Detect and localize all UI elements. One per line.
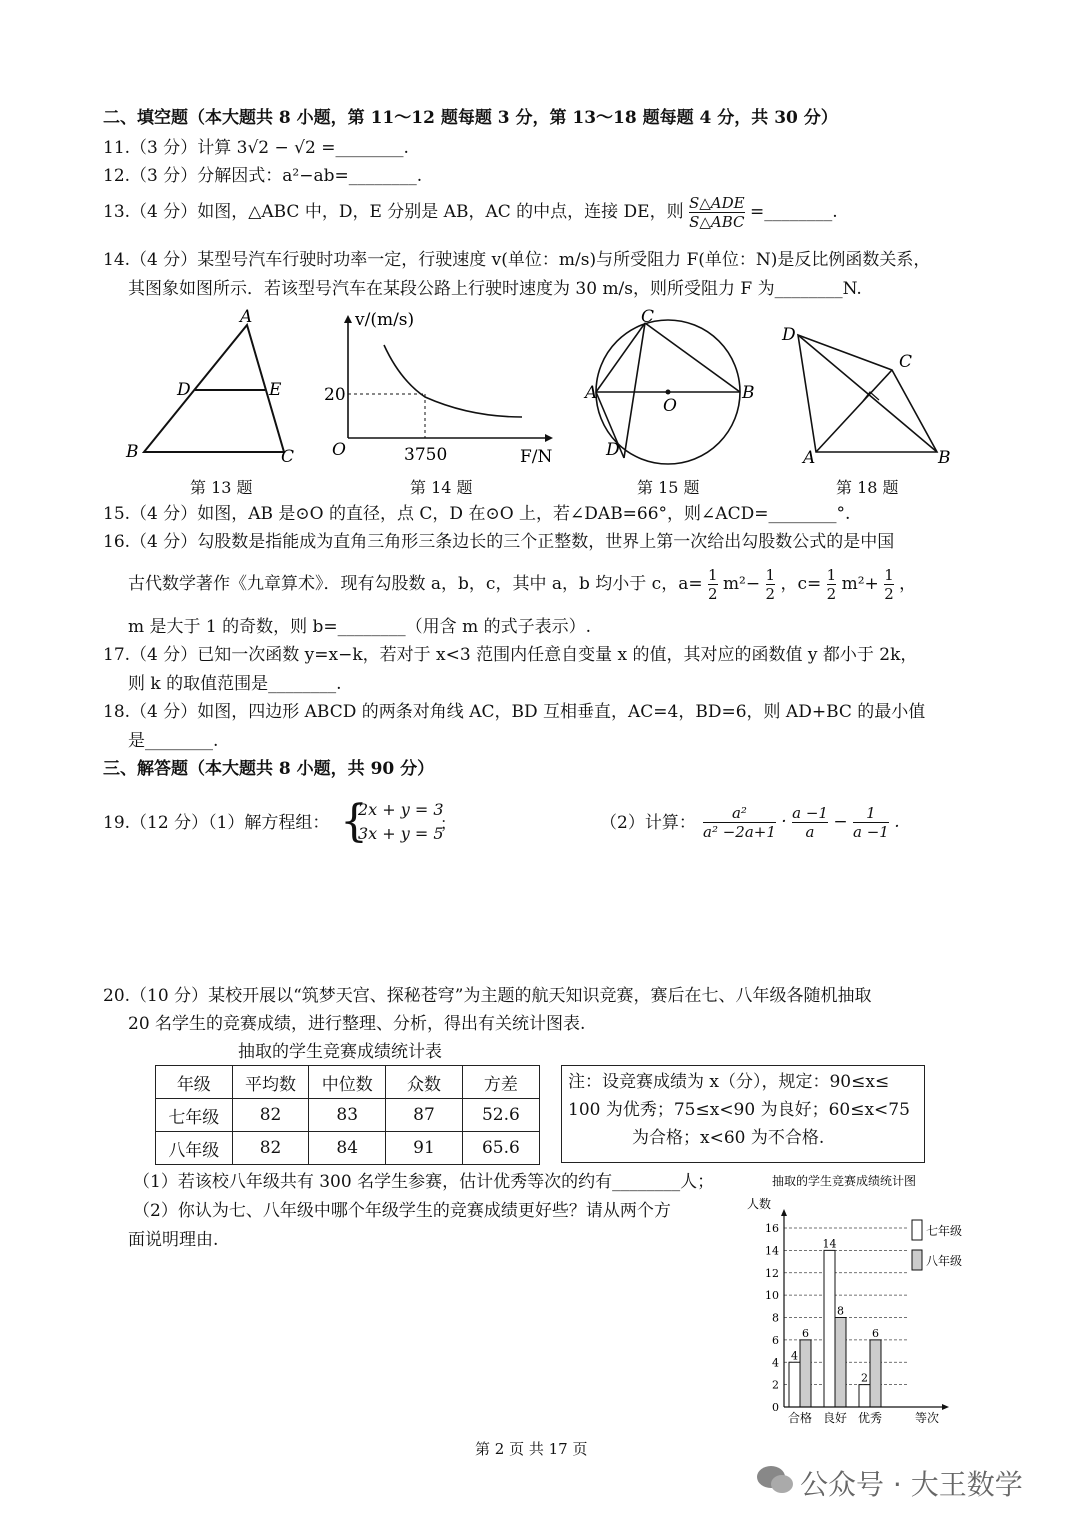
table-cell: 87 xyxy=(386,1099,463,1132)
q16-half-2: $\frac{1}{2}$ xyxy=(765,566,776,603)
chart-category-label: 合格 xyxy=(787,1411,813,1425)
chart-legend-swatch xyxy=(912,1250,922,1270)
q13-numerator: S△ADE xyxy=(688,194,745,212)
section3-header: 三、解答题（本大题共 8 小题，共 90 分） xyxy=(103,759,435,779)
q19-expression: $\frac{\text{a²}}{\text{a² −2a+1}}$ · $\frac{a -1}{a}$ − $\frac{1}{a -1}$ . xyxy=(703,804,900,841)
chart-legend-label: 八年级 xyxy=(926,1254,963,1268)
chart-ytick-label: 10 xyxy=(765,1289,779,1303)
chart-bar xyxy=(789,1362,800,1407)
f15-label-c: C xyxy=(641,307,655,327)
question-20-part2b: 面说明理由. xyxy=(128,1230,219,1250)
f14-x3750: 3750 xyxy=(404,445,448,465)
caption-18: 第 18 题 xyxy=(836,478,899,497)
f18-label-a: A xyxy=(803,448,816,468)
q19-f3-den: a −1 xyxy=(853,823,889,841)
f15-label-a: A xyxy=(585,383,598,403)
q19-f1-num: a² xyxy=(703,804,776,823)
chart-data-label: 8 xyxy=(837,1304,844,1318)
stats-table xyxy=(155,1065,540,1165)
question-17-line1: 17.（4 分）已知一次函数 y=x−k，若对于 x<3 范围内任意自变量 x 的值，其对应的函数值 y 都小于 2k， xyxy=(103,645,918,665)
chart-title: 抽取的学生竞赛成绩统计图 xyxy=(772,1174,917,1188)
note-line3: 为合格；x<60 为不合格. xyxy=(632,1128,825,1148)
chart-bar xyxy=(835,1318,846,1408)
question-12: 12.（3 分）分解因式：a²−ab=________. xyxy=(103,166,423,186)
f14-y20: 20 xyxy=(324,385,346,405)
figure-18-quadrilateral xyxy=(775,320,960,470)
q16-text-d: m²+ xyxy=(841,574,879,594)
score-bar-chart xyxy=(742,1170,972,1432)
question-13 xyxy=(103,190,838,234)
chart-ytick-label: 0 xyxy=(772,1401,779,1414)
f13-label-b: B xyxy=(126,442,139,462)
chart-ytick-label: 6 xyxy=(772,1333,779,1347)
table-cell: 52.6 xyxy=(462,1099,539,1132)
chart-data-label: 6 xyxy=(802,1326,809,1340)
question-20-part2a: （2）你认为七、八年级中哪个年级学生的竞赛成绩更好些？请从两个方 xyxy=(133,1201,671,1221)
table-cell: 65.6 xyxy=(462,1132,539,1165)
table-header: 中位数 xyxy=(309,1066,386,1099)
chart-bar xyxy=(859,1385,870,1407)
table-header: 方差 xyxy=(462,1066,539,1099)
chart-ytick-label: 2 xyxy=(772,1378,779,1392)
section2-header: 二、填空题（本大题共 8 小题，第 11～12 题每题 3 分，第 13～18 题每题 4 分，共 30 分） xyxy=(103,108,838,128)
table-cell: 七年级 xyxy=(156,1099,233,1132)
chart-ytick-label: 12 xyxy=(765,1266,779,1280)
chart-ylabel: 人数 xyxy=(747,1197,772,1211)
caption-15: 第 15 题 xyxy=(637,478,700,497)
question-15: 15.（4 分）如图，AB 是⊙O 的直径，点 C，D 在⊙O 上，若∠DAB=66°，则∠ACD=________°. xyxy=(103,504,851,524)
f18-label-c: C xyxy=(899,352,913,372)
chart-category-label: 优秀 xyxy=(857,1411,883,1425)
q19-semicolon: ； xyxy=(440,814,457,833)
chart-legend-label: 七年级 xyxy=(926,1224,963,1238)
chart-bar xyxy=(824,1250,835,1407)
chart-data-label: 6 xyxy=(872,1326,879,1340)
chart-data-label: 4 xyxy=(791,1349,798,1363)
page-number: 第 2 页 共 17 页 xyxy=(475,1440,588,1458)
chart-category-label: 良好 xyxy=(822,1411,848,1425)
chart-bar xyxy=(800,1340,811,1407)
figure-14-graph xyxy=(320,305,565,470)
table-cell: 83 xyxy=(309,1099,386,1132)
q16-half-3: $\frac{1}{2}$ xyxy=(826,566,837,603)
question-16-line1: 16.（4 分）勾股数是指能成为直角三角形三条边长的三个正整数，世界上第一次给出勾股数公式的是中国 xyxy=(103,532,895,552)
question-11: 11.（3 分）计算 3√2 − √2 =________. xyxy=(103,138,409,158)
q19-eq1: 2x + y = 3 xyxy=(358,800,444,819)
question-16-line3: m 是大于 1 的奇数，则 b=________（用含 m 的式子表示）. xyxy=(128,617,592,637)
f13-label-d: D xyxy=(177,380,191,400)
f13-label-e: E xyxy=(269,380,282,400)
question-20-line1: 20.（10 分）某校开展以“筑梦天宫、探秘苍穹”为主题的航天知识竞赛，赛后在七、八年级各随机抽取 xyxy=(103,986,872,1006)
question-19-part1: 19.（12 分）（1）解方程组： xyxy=(103,813,330,833)
f18-label-b: B xyxy=(938,448,951,468)
question-19-part2: （2）计算： xyxy=(600,813,696,833)
question-18-line2: 是________. xyxy=(128,731,219,751)
chart-x-arrow xyxy=(942,1404,949,1410)
chart-data-label: 14 xyxy=(822,1237,837,1251)
f14-ylabel: v/(m/s) xyxy=(355,310,415,330)
q16-half-1: $\frac{1}{2}$ xyxy=(707,566,718,603)
q19-f2-den: a xyxy=(805,823,815,841)
q16-text-b: m²− xyxy=(722,574,761,594)
table-row xyxy=(156,1132,540,1165)
caption-13: 第 13 题 xyxy=(190,478,253,497)
watermark: 公众号 · 大王数学 xyxy=(800,1468,1023,1501)
f13-label-a: A xyxy=(240,307,253,327)
q16-text-a: 古代数学著作《九章算术》．现有勾股数 a，b，c，其中 a，b 均小于 c，a= xyxy=(128,574,703,594)
chart-ytick-label: 4 xyxy=(772,1356,779,1370)
note-line2: 100 为优秀；75≤x<90 为良好；60≤x<75 xyxy=(568,1100,910,1120)
table-row xyxy=(156,1099,540,1132)
table-cell: 91 xyxy=(386,1132,463,1165)
q13-fraction xyxy=(689,194,745,231)
chart-ytick-label: 16 xyxy=(765,1222,779,1235)
wechat-icon xyxy=(755,1463,795,1497)
table-header-row xyxy=(156,1066,540,1099)
f18-label-d: D xyxy=(782,325,796,345)
f15-label-o: O xyxy=(663,396,677,416)
table-cell: 八年级 xyxy=(156,1132,233,1165)
table-header: 平均数 xyxy=(232,1066,309,1099)
q13-text: 13.（4 分）如图，△ABC 中，D，E 分别是 AB，AC 的中点，连接 DE，则 xyxy=(103,202,684,222)
question-20-part1: （1）若该校八年级共有 300 名学生参赛，估计优秀等次的约有________人； xyxy=(133,1172,715,1192)
q13-blank: =________. xyxy=(750,202,838,222)
q16-half-4: $\frac{1}{2}$ xyxy=(884,566,894,603)
f14-xlabel: F/N xyxy=(520,447,553,467)
question-20-line2: 20 名学生的竞赛成绩，进行整理、分析，得出有关统计图表. xyxy=(128,1014,586,1034)
q13-denominator: S△ABC xyxy=(689,213,745,231)
table-cell: 82 xyxy=(232,1132,309,1165)
table-cell: 82 xyxy=(232,1099,309,1132)
question-18-line1: 18.（4 分）如图，四边形 ABCD 的两条对角线 AC，BD 互相垂直，AC=4，BD=6，则 AD+BC 的最小值 xyxy=(103,702,926,722)
chart-y-arrow xyxy=(781,1209,787,1216)
figure-15-circle xyxy=(583,305,758,470)
question-16-line2 xyxy=(128,562,916,606)
f13-label-c: C xyxy=(281,447,295,467)
note-line1: 注：设竞赛成绩为 x（分），规定：90≤x≤ xyxy=(568,1072,890,1092)
table-title: 抽取的学生竞赛成绩统计表 xyxy=(238,1042,442,1062)
chart-data-label: 2 xyxy=(861,1371,868,1385)
table-header: 众数 xyxy=(386,1066,463,1099)
q19-eq2: 3x + y = 5 xyxy=(358,824,444,843)
chart-bar xyxy=(870,1340,881,1407)
chart-xlabel: 等次 xyxy=(915,1411,940,1425)
question-17-line2: 则 k 的取值范围是________. xyxy=(128,674,342,694)
f15-label-d: D xyxy=(606,440,620,460)
table-cell: 84 xyxy=(309,1132,386,1165)
caption-14: 第 14 题 xyxy=(410,478,473,497)
q16-text-e: ， xyxy=(899,574,917,594)
question-14-line1: 14.（4 分）某型号汽车行驶时功率一定，行驶速度 v(单位：m/s)与所受阻力 F(单位：N)是反比例函数关系， xyxy=(103,250,931,270)
question-14-line2: 其图象如图所示．若该型号汽车在某段公路上行驶时速度为 30 m/s，则所受阻力 F 为________N. xyxy=(128,279,862,299)
q19-f1-den: a² −2a+1 xyxy=(703,823,776,841)
grading-note xyxy=(561,1065,925,1163)
q16-text-c: ，c= xyxy=(780,574,822,594)
figure-13-triangle xyxy=(122,305,307,470)
chart-ytick-label: 8 xyxy=(772,1311,779,1325)
f15-label-b: B xyxy=(742,383,755,403)
f14-origin: O xyxy=(332,440,346,460)
chart-ytick-label: 14 xyxy=(765,1244,779,1258)
chart-legend-swatch xyxy=(912,1220,922,1240)
q19-f2-num: a −1 xyxy=(792,804,828,822)
q19-f3-num: 1 xyxy=(853,804,889,823)
table-header: 年级 xyxy=(156,1066,233,1099)
